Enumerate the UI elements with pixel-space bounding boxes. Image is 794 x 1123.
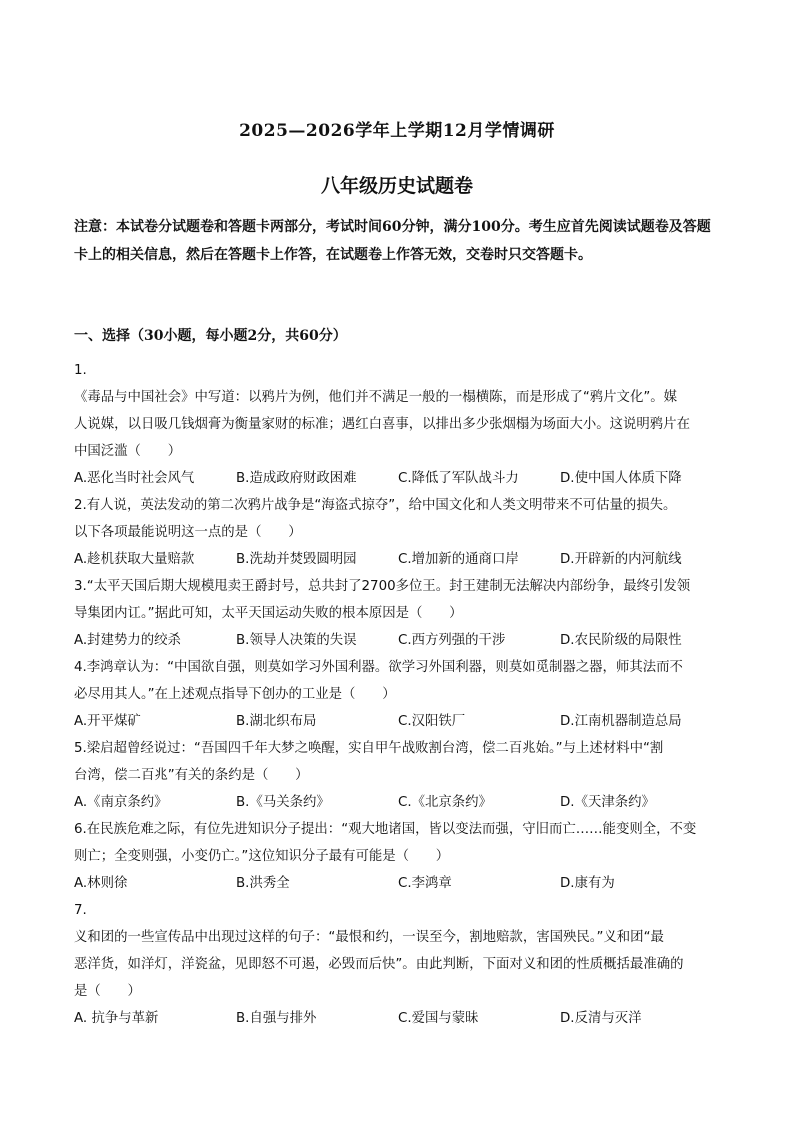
answer-option-b: B.洪秀全 [236, 876, 290, 891]
question-stem-line: 3.“太平天国后期大规模甩卖王爵封号，总共封了2700多位王。封王建制无法解决内部纷争，最终引发领 [74, 579, 691, 594]
answer-option-c: C.西方列强的干涉 [398, 633, 506, 648]
answer-option-c: C.《北京条约》 [398, 795, 492, 810]
answer-option-c: C.增加新的通商口岸 [398, 552, 519, 567]
exam-subtitle: 八年级历史试题卷 [320, 175, 473, 197]
answer-options [74, 627, 724, 654]
answer-option-b: B.造成政府财政困难 [236, 471, 357, 486]
question-2 [74, 492, 724, 573]
answer-options [74, 708, 724, 735]
question-4 [74, 654, 724, 735]
answer-option-c: C.降低了军队战斗力 [398, 471, 519, 486]
answer-option-a: A.趁机获取大量赔款 [74, 552, 195, 567]
question-stem-line: 5.梁启超曾经说过：“吾国四千年大梦之唤醒，实自甲午战败割台湾，偿二百兆始。”与上述材料中“割 [74, 741, 664, 756]
answer-option-a: A.开平煤矿 [74, 714, 141, 729]
question-stem-line: 以下各项最能说明这一点的是（ ） [74, 525, 302, 540]
question-5 [74, 735, 724, 816]
question-stem-line: 2.有人说，英法发动的第二次鸦片战争是“海盗式掠夺”，给中国文化和人类文明带来不可估量的损失。 [74, 498, 677, 513]
question-stem-line: 导集团内讧。”据此可知，太平天国运动失败的根本原因是（ ） [74, 606, 463, 621]
answer-option-d: D.反清与灭洋 [560, 1011, 642, 1026]
answer-option-a: A.封建势力的绞杀 [74, 633, 181, 648]
question-stem-line: 《毒品与中国社会》中写道：以鸦片为例，他们并不满足一般的一榻横陈，而是形成了“鸦片文化”。媒 [74, 390, 678, 405]
answer-option-a: A.《南京条约》 [74, 795, 168, 810]
question-stem-line: 恶洋货，如洋灯，洋瓷盆，见即怒不可遏，必毁而后快”。由此判断，下面对义和团的性质概括最准确的 [74, 957, 684, 972]
answer-option-d: D.江南机器制造总局 [560, 714, 682, 729]
question-list [74, 357, 724, 1032]
answer-option-c: C.爱国与蒙昧 [398, 1011, 479, 1026]
question-stem-line: 台湾，偿二百兆”有关的条约是（ ） [74, 768, 309, 783]
question-stem-line: 6.在民族危难之际，有位先进知识分子提出：“观大地诸国，皆以变法而强，守旧而亡……能变则全，不变 [74, 822, 697, 837]
exam-title: 2025—2026学年上学期12月学情调研 [239, 121, 555, 141]
question-stem-line: 人说媒，以日吸几钱烟膏为衡量家财的标准；遇红白喜事，以排出多少张烟榻为场面大小。这说明鸦片在 [74, 417, 690, 432]
answer-options [74, 465, 724, 492]
answer-option-d: D.农民阶级的局限性 [560, 633, 682, 648]
answer-option-b: B.《马关条约》 [236, 795, 330, 810]
question-stem-line: 1. [74, 363, 87, 378]
question-stem-line: 中国泛滥（ ） [74, 444, 182, 459]
answer-option-a: A.林则徐 [74, 876, 128, 891]
question-stem-line: 4.李鸿章认为：“中国欲自强，则莫如学习外国利器。欲学习外国利器，则莫如觅制器之器，师其法而不 [74, 660, 683, 675]
answer-options [74, 870, 724, 897]
answer-options [74, 546, 724, 573]
question-stem-line: 义和团的一些宣传品中出现过这样的句子：“最恨和约，一误至今，割地赔款，害国殃民。”义和团“最 [74, 930, 664, 945]
exam-notice: 注意：本试卷分试题卷和答题卡两部分，考试时间60分钟，满分100分。考生应首先阅读试题卷及答题卡上的相关信息，然后在答题卡上作答，在试题卷上作答无效，交卷时只交答题卡。 [74, 219, 711, 263]
answer-option-b: B.洗劫并焚毁圆明园 [236, 552, 357, 567]
answer-option-d: D.使中国人体质下降 [560, 471, 682, 486]
answer-option-d: D.《天津条约》 [560, 795, 655, 810]
answer-option-b: B.自强与排外 [236, 1011, 317, 1026]
question-stem-line: 是（ ） [74, 984, 141, 999]
question-3 [74, 573, 724, 654]
question-stem-line: 则亡；全变则强，小变仍亡。”这位知识分子最有可能是（ ） [74, 849, 450, 864]
answer-option-a: A. 抗争与革新 [74, 1011, 159, 1026]
question-7 [74, 897, 724, 1032]
question-stem-line: 7. [74, 903, 87, 918]
answer-option-d: D.开辟新的内河航线 [560, 552, 682, 567]
answer-options [74, 789, 724, 816]
question-1 [74, 357, 724, 492]
answer-options [74, 1005, 724, 1032]
question-stem-line: 必尽用其人。”在上述观点指导下创办的工业是（ ） [74, 687, 396, 702]
answer-option-b: B.湖北织布局 [236, 714, 317, 729]
answer-option-a: A.恶化当时社会风气 [74, 471, 195, 486]
answer-option-c: C.汉阳铁厂 [398, 714, 466, 729]
answer-option-d: D.康有为 [560, 876, 615, 891]
section-title: 一、选择（30小题，每小题2分，共60分） [74, 328, 347, 344]
answer-option-c: C.李鸿章 [398, 876, 452, 891]
answer-option-b: B.领导人决策的失误 [236, 633, 357, 648]
question-6 [74, 816, 724, 897]
